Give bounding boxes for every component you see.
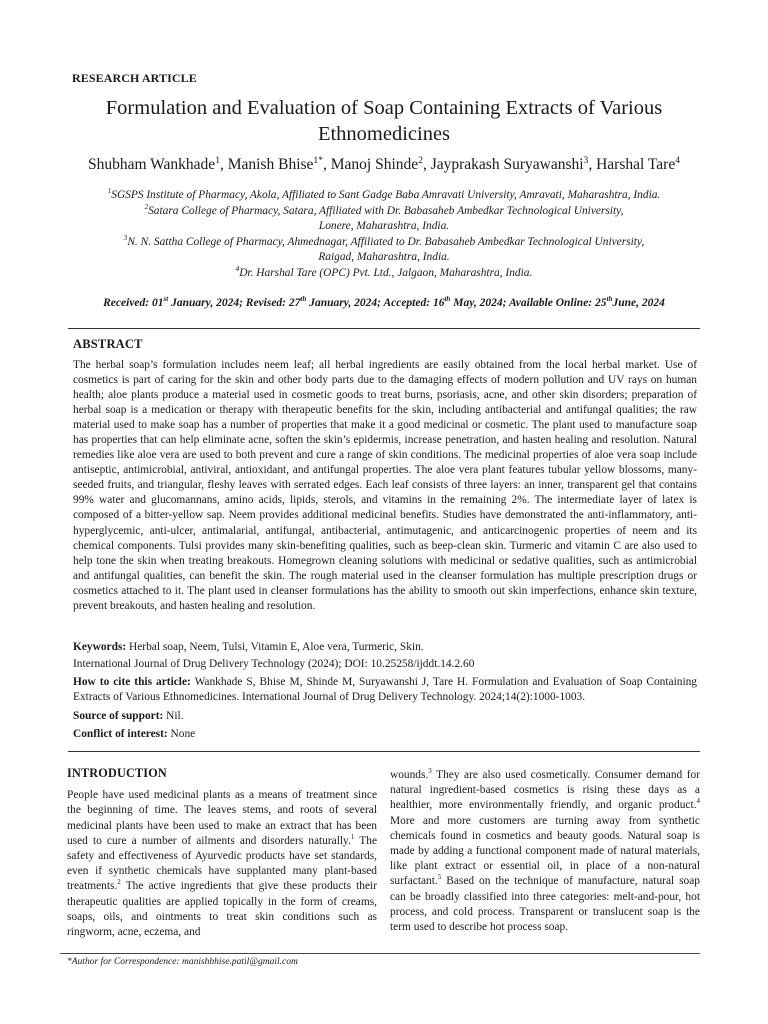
conflict-of-interest: Conflict of interest: None xyxy=(73,728,196,740)
footnote-divider xyxy=(60,953,700,954)
keywords: Keywords: Herbal soap, Neem, Tulsi, Vitamin E, Aloe vera, Turmeric, Skin. xyxy=(73,641,424,653)
author: Manish Bhise$^{1*}$, xyxy=(227,154,331,173)
affiliation: $^2$Satara College of Pharmacy, Satara, Affiliated with Dr. Babasaheb Ambedkar Technological University, xyxy=(144,202,624,217)
author-list xyxy=(40,155,728,175)
divider xyxy=(68,751,700,752)
divider xyxy=(68,328,700,329)
intro-paragraph: wounds.$^3$ They are also used cosmetically. Consumer demand for natural ingredient-based cosmetics is rising these days as a healthier, more environmentally friendly, and organic product.$^4$ More and more customers are turning away from synthetic chemicals found in cosmetics and beauty goods. Natural soap is made by adding a functional component made of natural materials, like plant extract or essential oil, in place of a non-natural surfactant.$^5$ Based on the technique of manufacture, natural soap can be broadly classified into three categories: melt-and-pour, hot process, and cold process. Transparent or translucent soap is the term used to describe hot process soap. xyxy=(390,767,700,934)
correspondence-footnote: *Author for Correspondence: manishbhise.patil@gmail.com xyxy=(67,957,298,967)
journal-doi: International Journal of Drug Delivery Technology (2024); DOI: 10.25258/ijddt.14.2.60 xyxy=(73,658,475,670)
intro-paragraph: People have used medicinal plants as a means of treatment since the beginning of time. The leaves stems, and roots of several medicinal plants have been used to make an extract that has been used to cure a number of ailments and disorders naturally.$^1$ The safety and effectiveness of Ayurvedic products have set standards, even if synthetic chemicals have supplanted many plant-based treatments.$^2$ The active ingredients that give these products their therapeutic qualities are applied topically in the form of creams, soaps, oils, and ointments to treat skin conditions such as ringworm, acne, eczema, and xyxy=(67,789,377,939)
article-type-label: RESEARCH ARTICLE xyxy=(72,71,197,85)
article-title: Formulation and Evaluation of Soap Containing Extracts of Various Ethnomedicines xyxy=(105,97,663,145)
intro-right-column xyxy=(390,768,700,935)
abstract-text: The herbal soap’s formulation includes neem leaf; all herbal ingredients are easily obtained from the local herbal market. Use of cosmetics is part of caring for the skin and other body parts due to the damaging effects of modern pollution and UV rays on human health; aloe plants produce a material used in cosmetic goods to treat burns, psoriasis, acne, and other skin disorders; preparation of herbal soap is a medication or therapy with therapeutic benefits for the skin, including antibacterial and antifungal qualities; the raw material used to make soap has a number of properties that make it a good medicinal or cosmetic. The plant used to manufacture soap has properties that can help eliminate acne, soften the skin’s epidermis, increase penetration, and hasten healing and resolution. Natural remedies like aloe vera are used to both prevent and cure a range of skin conditions. The medicinal properties of aloe vera soap include antiseptic, antimicrobial, antiviral, antioxidant, and antifungal properties. The aloe vera plant features tubular yellow blossoms, many-seeded fruits, and triangular, fleshy leaves with serrated edges. Each leaf consists of three layers: an inner, transparent gel that contains 99% water and glucomannans, amino acids, lipids, sterols, and vitamins in the remaining 2%. The intermediate layer of latex is composed of a bitter-yellow sap. Neem provides additional medicinal benefits. Studies have demonstrated the anti-inflammatory, anti-hyperglycemic, anti-ulcer, antimalarial, antifungal, antibacterial, antimutagenic, and anticarcinogenic properties of neem and its chemical components. Tulsi provides many skin-benefiting qualities, such as beep-clean skin. Turmeric and vitamin C are also used to help tone the skin when treating breakouts. Homegrown cleaning solutions with medicinal or sedative qualities, such as antimicrobial and antifungal qualities, can benefit the skin. The rough material used in the cleanser formulation has multiple prescription drugs or cosmetics attached to it. The plant used in cleanser formulations has the ability to smooth out skin imperfections, enhance skin texture, prevent breakouts, and hasten healing and resolution. xyxy=(73,359,697,612)
source-of-support: Source of support: Nil. xyxy=(73,710,184,722)
author: Harshal Tare$^4$ xyxy=(596,154,680,173)
author: Shubham Wankhade$^1$, xyxy=(88,154,228,173)
citation: How to cite this article: Wankhade S, Bhise M, Shinde M, Suryawanshi J, Tare H. Formulation and Evaluation of Soap Containing Extracts of Various Ethnomedicines. International Journal of Drug Delivery Technology. 2024;14(2):1000-1003. xyxy=(73,676,698,704)
affiliation: $^3$N. N. Sattha College of Pharmacy, Ahmednagar, Affiliated to Dr. Babasaheb Ambedkar Technological University, xyxy=(123,233,645,248)
abstract-heading: ABSTRACT xyxy=(73,337,143,351)
abstract-body xyxy=(73,358,697,614)
affiliation: $^1$SGSPS Institute of Pharmacy, Akola, Affiliated to Sant Gadge Baba Amravati University, Amravati, Maharashtra, India. xyxy=(107,187,661,201)
author: Jayprakash Suryawanshi$^3$, xyxy=(430,154,597,173)
affiliation: $^4$Dr. Harshal Tare (OPC) Pvt. Ltd., Jalgaon, Maharashtra, India. xyxy=(235,265,533,279)
affiliation-continued: Raigad, Maharashtra, India. xyxy=(318,251,450,264)
intro-left-column xyxy=(67,766,377,940)
introduction-heading: INTRODUCTION xyxy=(67,766,167,780)
author: Manoj Shinde$^2$, xyxy=(330,154,431,173)
affiliation-continued: Lonere, Maharashtra, India. xyxy=(318,220,450,233)
affiliation-list xyxy=(60,188,708,282)
publication-dates: Received: 01st January, 2024; Revised: 27th January, 2024; Accepted: 16th May, 2024; Available Online: 25thJune, 2024 xyxy=(103,295,665,309)
